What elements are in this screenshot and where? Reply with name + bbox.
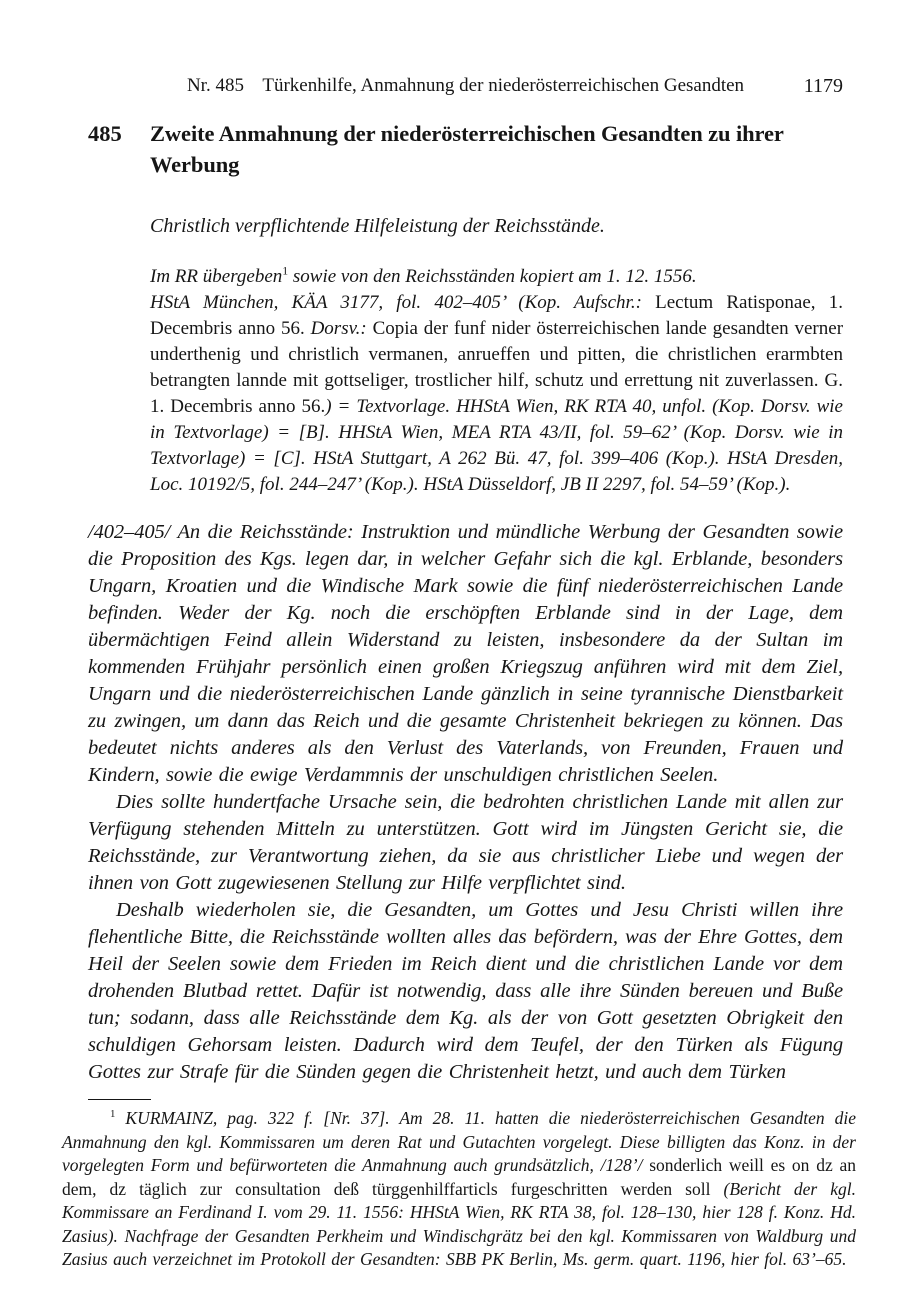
regest-subtitle: Christlich verpflichtende Hilfeleistung der Reichsstände. [150,215,605,237]
body-paragraph: Dies sollte hundertfache Ursache sein, die bedrohten christlichen Lande mit allen zur Verfügung stehenden Mitteln zu unterstützen. Gott wird im Jüngsten Gericht sie, die Reichsstände, zur Verantwortung ziehen, da sie aus christlicher Liebe und wegen der ihnen von Gott zugewiesenen Stellung zur Hilfe verpflichtet sind. [88,791,843,894]
text-segment-sup: 1 [282,264,289,278]
text-segment-italic: (Bericht der kgl. Kommissare an Ferdinand I. vom 29. 11. 1556: HHStA Wien, RK RTA 38, fol. 128–130, hier 128 f. Konz. Hd. Zasius). Nachfrage der Gesandten Perkheim und Windischgrätz bei den kgl. Kommissaren von Waldburg und Zasius auch verzeichnet im Protokoll der Gesandten: SBB PK Berlin, Ms. germ. quart. 1196, hier fol. 63’–65. [62,1178,856,1269]
text-segment-roman: Copia der funf nider österreichischen lande gesandten verner underthenig und christlich vermanen, anrueffen und pitten, die christlichen erarmbten betrangten lannde mit gottseliger, trostlicher hilf, schutz und errettung nit zuverlassen. G. 1. Decembris anno 56. [150,318,844,417]
document-number: 485 [88,121,122,146]
page-number: 1179 [803,75,843,97]
text-segment-italic: ) = Textvorlage. HHStA Wien, RK RTA 40, unfol. (Kop. Dorsv. wie in Textvorlage) = [B]. HHStA Wien, MEA RTA 43/II, fol. 59–62’ (Kop. Dorsv. wie in Textvorlage) = [C]. HStA Stuttgart, A 262 Bü. 47, fol. 399–406 (Kop.). HStA Dresden, Loc. 10192/5, fol. 244–247’ (Kop.). HStA Düsseldorf, JB II 2297, fol. 54–59’ (Kop.). [150,396,843,495]
text-segment-roman: Lectum Ratisponae, 1. Decembris anno 56. [150,292,843,339]
footnote-1 [62,1107,856,1272]
source-note [150,290,843,498]
text-segment-italic: sowie von den Reichsständen kopiert am 1. 12. 1556. [288,266,697,287]
running-head-doc-ref: Nr. 485 [186,75,244,96]
body-paragraph: /402–405/ An die Reichsstände: Instruktion und mündliche Werbung der Gesandten sowie die Proposition des Kgs. legen dar, in welcher Gefahr sich die kgl. Erblande, besonders Ungarn, Kroatien und die Windische Mark sowie die fünf niederösterreichischen Lande befinden. Weder der Kg. noch die erschöpften Erblande sind in der Lage, dem übermächtigen Feind allein Widerstand zu leisten, insbesondere da der Sultan im kommenden Frühjahr persönlich einen großen Kriegszug anführen wird mit dem Ziel, Ungarn und die niederösterreichischen Lande gänzlich in seine tyrannische Dienstbarkeit zu zwingen, um dann das Reich und die gesamte Christenheit bekriegen zu können. Das bedeutet nichts anderes als den Verlust des Vaterlands, von Freunden, Frauen und Kindern, sowie die ewige Verdammnis der unschuldigen christlichen Seelen. [88,521,843,786]
text-segment-italic: HStA München, KÄA 3177, fol. 402–405’ (Kop. Aufschr.: [150,292,656,313]
running-head-center [187,75,744,96]
text-segment-sup: 1 [110,1108,116,1121]
transmission-note [150,264,843,290]
text-segment-italic: Im RR übergeben [150,266,283,287]
text-segment-roman: sonderlich weill es on dz an dem, dz täglich zur consultation deß türggenhilffarticls furgeschritten werden soll [62,1155,856,1199]
body-paragraph: Deshalb wiederholen sie, die Gesandten, um Gottes und Jesu Christi willen ihre flehentliche Bitte, die Reichsstände wollten alles das befördern, was der Ehre Gottes, dem Heil der Seelen sowie dem Frieden im Reich dient und die christlichen Lande vor dem drohenden Blutbad rettet. Dafür ist notwendig, dass alle ihre Sünden bereuen und Buße tun; sodann, dass alle Reichsstände dem Kg. als der von Gott gesetzten Obrigkeit den schuldigen Gehorsam leisten. Dadurch wird dem Teufel, der den Türken als Fügung Gottes zur Strafe für die Sünden gegen die Christenheit hetzt, und auch dem Türken [88,899,843,1083]
text-segment-italic: Dorsv.: [310,318,373,339]
document-body [88,519,843,1086]
document-heading [88,118,843,180]
document-title: Zweite Anmahnung der niederösterreichischen Gesandten zu ihrer Werbung [150,121,784,177]
running-head-title: Türkenhilfe, Anmahnung der niederösterreichischen Gesandten [262,75,745,96]
text-segment-italic: KURMAINZ, pag. 322 f. [Nr. 37]. Am 28. 11. hatten die niederösterreichischen Gesandten die Anmahnung den kgl. Kommissaren um deren Rat und Gutachten vorgelegt. Diese billigten das Konz. in der vorgelegten Form und befürworteten die Anmahnung auch grundsätzlich, /128’/ [62,1108,856,1175]
footnote-separator [88,1099,151,1100]
running-head [88,74,843,98]
